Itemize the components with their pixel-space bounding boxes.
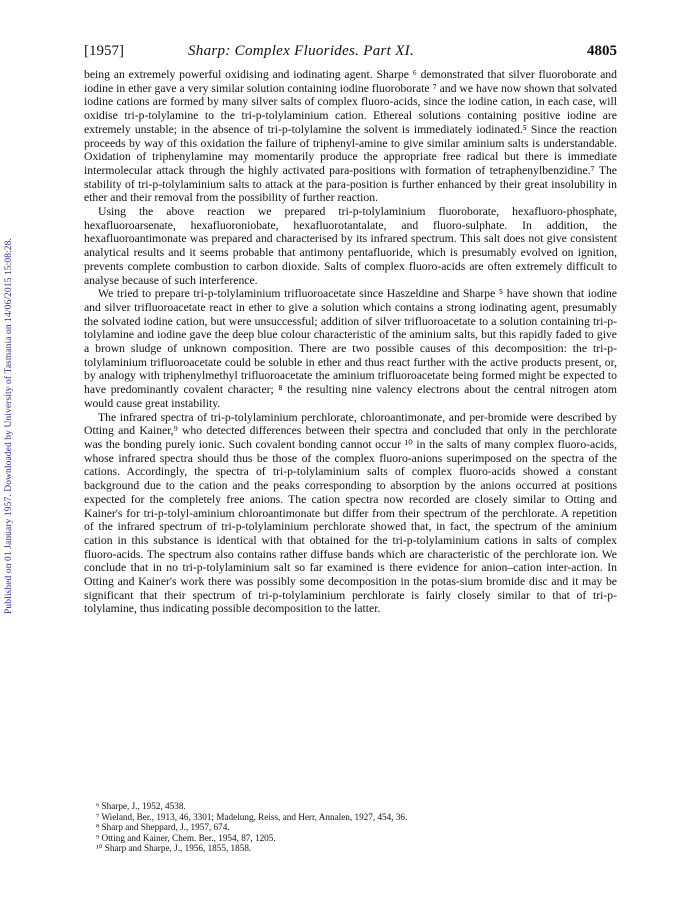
running-header: [84, 43, 617, 63]
paragraph: The infrared spectra of tri-p-tolylaminium perchlorate, chloroantimonate, and per-bromide were described by Otting and Kainer,⁹ who detected differences between their spectra and concluded that only in the perchlorate was the bonding purely ionic. Such covalent bonding cannot occur ¹⁰ in the salts of many complex fluoro-acids, whose infrared spectra should thus be those of the complex fluoro-anions superimposed on the spectra of the cations. Accordingly, the spectra of tri-p-tolylaminium salts of complex fluoro-acids showed a constant background due to the cation and the peaks corresponding to absorption by the anions occurred at positions expected for the completely free anions. The cation spectra now recorded are closely similar to Otting and Kainer's for tri-p-tolyl-aminium chloroantimonate but differ from their spectrum of the perchlorate. A repetition of the infrared spectrum of tri-p-tolylaminium perchlorate showed that, in fact, the spectrum of the aminium cation in this substance is identical with that obtained for the tri-p-tolylaminium cations in salts of complex fluoro-acids. The spectrum also contains rather diffuse bands which are characteristic of the perchlorate ion. We conclude that in no tri-p-tolylaminium salt so far examined is there evidence for anion–cation inter-action. In Otting and Kainer's work there was possibly some decomposition in the potas-sium bromide disc and it may be significant that their spectrum of tri-p-tolylaminium perchlorate is fairly closely similar to that of tri-p-tolylamine, thus indicating possible decomposition to the latter.: [84, 410, 617, 616]
footnote: ⁶ Sharpe, J., 1952, 4538.: [96, 801, 186, 811]
header-year: [1957]: [84, 43, 124, 59]
publication-notice: Published on 01 January 1957. Downloaded by University of Tasmania on 14/06/2015 15:08:28.: [4, 238, 14, 614]
article-body: [84, 68, 617, 616]
footnote: ⁷ Wieland, Ber., 1913, 46, 3301; Madelung, Reiss, and Herr, Annalen, 1927, 454, 36.: [96, 811, 408, 822]
paragraph: being an extremely powerful oxidising and iodinating agent. Sharpe ⁶ demonstrated that silver fluoroborate and iodine in ether gave a very similar solution containing iodine fluoroborate ⁷ and we have now shown that solvated iodine cations are formed by many silver salts of complex fluoro-acids, since the iodine cation, in each case, will oxidise tri-p-tolylamine to the tri-p-tolylaminium cation. Ethereal solutions containing positive iodine are extremely unstable; in the absence of tri-p-tolylamine the solvent is immediately iodinated.⁵ Since the reaction proceeds by way of this oxidation the failure of triphenyl-amine to give similar aminium salts is understandable. Oxidation of triphenylamine may momentarily produce the appropriate free radical but there is immediate intermolecular attack through the highly activated para-positions with formation of tetraphenylbenzidine.⁷ The stability of tri-p-tolylaminium salts to attack at the para-position is further enhanced by their great insolubility in ether and their removal from the possibility of further reaction.: [84, 68, 617, 205]
header-title: Sharp: Complex Fluorides. Part XI.: [188, 43, 415, 59]
footnote: ⁹ Otting and Kainer, Chem. Ber., 1954, 87, 1205.: [96, 832, 276, 843]
paragraph: Using the above reaction we prepared tri-p-tolylaminium fluoroborate, hexafluoro-phosphate, hexafluoroarsenate, hexafluoroniobate, hexafluorotantalate, and fluoro-sulphate. In addition, the hexafluoroantimonate was prepared and characterised by its infrared spectrum. This salt does not give consistent analytical results and it seems probable that antimony pentafluoride, which is presumably evolved on ignition, prevents complete combustion to carbon dioxide. Salts of complex fluoro-acids are often extremely difficult to analyse because of such interference.: [84, 205, 617, 287]
paragraph: We tried to prepare tri-p-tolylaminium trifluoroacetate since Haszeldine and Sharpe ⁵ have shown that iodine and silver trifluoroacetate react in ether to give a solution which contains a strong iodinating agent, presumably the solvated iodine cation, but were unsuccessful; addition of silver trifluoroacetate to a solution containing tri-p-tolylamine and iodine gave the deep blue colour characteristic of the aminium salts, but this rapidly faded to give a brown sludge of unknown composition. There are two possible causes of this decomposition: the tri-p-tolylaminium trifluoroacetate could be soluble in ether and thus react further with the active products present, or, by analogy with triphenylmethyl trifluoroacetate the aminium trifluoroacetate being formed might be expected to have predominantly covalent character; ⁸ the resulting nine valency electrons about the central nitrogen atom would cause great instability.: [84, 287, 617, 410]
footnote: ⁸ Sharp and Sheppard, J., 1957, 674.: [96, 822, 230, 833]
footnote: ¹⁰ Sharp and Sharpe, J., 1956, 1855, 1858.: [96, 843, 252, 854]
footnotes: [96, 801, 617, 854]
page-number: 4805: [587, 43, 617, 59]
